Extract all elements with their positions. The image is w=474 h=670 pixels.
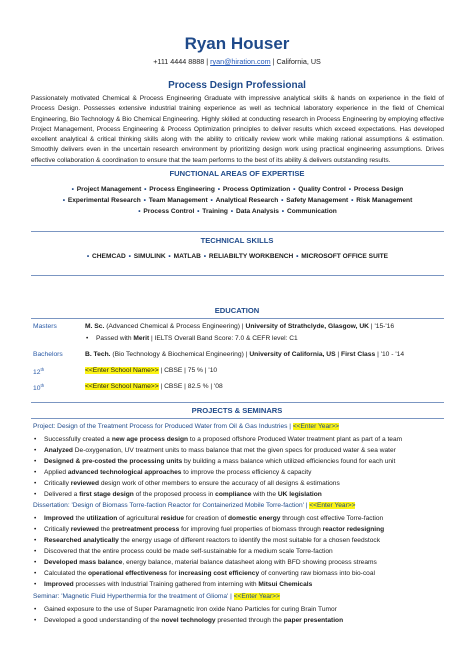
list-item: • Analyzed De-oxygenation, UV treatment units to mass balance that met the given specs for produced water & sea water	[33, 445, 444, 456]
list-item: • Applied advanced technological approaches to improve the process efficiency & capacity	[33, 467, 444, 478]
list-item: • Developed mass balance, energy balance, material balance datasheet along with BFD showing process streams	[33, 557, 444, 568]
resume-page: Ryan Houser +111 4444 8888 | ryan@hiration.com | California, US Process Design Professional Passionately motivated Chemical & Process Engineering Graduate with impressive analytical skills & hands on experience in the field of Process Design. Possesses extensive industrial training experience as well as technical laboratory experience in the field of Chemical Engineering, Bio Technology & Bio Chemical Engineering. Highly skilled at conducting research in Process Engineering by employing effective Project Management, Process Engineering & Process Optimization principles to deliver results which exceed expectations. Has developed excellent analytical & critical thinking skills along with the ability to critically review work while making rational assumptions & estimation. Smoothly delivers even in the uncertain research environment by prioritizing design work using practical engineering assumptions. Drives effective collaboration & coordination to ensure that the team performs to the best of its ability & delivers outstanding results. FUNCTIONAL AREAS OF EXPERTISE • Project Management • Process Engineering • Process Optimization • Quality Control • Process Design • Experimental Research • Team Management • Analytical Research • Safety Management • Risk Management • Process Control • Training • Data Analysis • Communication TECHNICAL SKILLS • CHEMCAD • SIMULINK • MATLAB • RELIABILTY WORKBENCH • MICROSOFT OFFICE SUITE EDUCATION Masters M. Sc. (Advanced Chemical & Process Engineering) | University of Strathclyde, Glasgow, UK | '15-'16 • Passed with Merit | IELTS Overall Band Score: 7.0 & CEFR level: C1 Bachelors B. Tech. (Bio Technology & Biochemical Engineering) | University of California, US | First Class | '10 - '14 12th <<Enter School Name>> | CBSE | 75 % | '10 10th <<Enter School Name>> | CBSE | 82.5 % | '08 PROJECTS & SEMINARS Project: Design of the Treatment Process for Produced Water from Oil & Gas Industries | <<Enter Year>> • Successfully created a new age process design to a proposed offshore Produced Water treatment plant as part of a team • Analyzed De-oxygenation, UV treatment units to mass balance that met the given specs for produced water & sea water • Designed & pre-costed the processing units by building a mass balance which utilized efficiencies found for each unit • Applied advanced technological approaches to improve the process efficiency & capacity • Critically reviewed design work of other members to ensure the accuracy of all designs & estimations • Delivered a first stage design of the proposed process in compliance with the UK legislation Dissertation: 'Design of Biomass Torre-faction Reactor for Containerized Mobile Torre-faction' | <<Enter Year>> • Improved the utilization of agricultural residue for creation of domestic energy through cost effective Torre-faction • Critically reviewed the pretreatment process for improving fuel properties of biomass through reactor redesigning • Researched analytically the energy usage of different reactors to identify the most suitable for a chosen feedstock • Discovered that the entire process could be made self-sustainable for a medium scale Torre-faction • Developed mass balance, energy balance, material balance datasheet along with BFD showing process streams • Calculated the operational effectiveness for increasing cost efficiency of converting raw biomass into bio-coal • Improved processes with Industrial Training gathered from interning with Mitsui Chemicals Seminar: 'Magnetic Fluid Hyperthermia for the treatment of Glioma' | <<Enter Year>> • Gained exposure to the use of Super Paramagnetic Iron oxide Nano Particles for curing Brain Tumor • Developed a good understanding of the novel technology presented through the paper presentation	[0, 0, 474, 670]
keyword: Safety Management	[286, 197, 349, 204]
bullet-separator: •	[215, 186, 222, 193]
bullet-separator: •	[346, 186, 353, 193]
keyword: Training	[202, 208, 228, 215]
skills-line	[0, 252, 474, 263]
email-link[interactable]: ryan@hiration.com	[210, 57, 271, 66]
keyword: Analytical Research	[215, 197, 279, 204]
list-item: • Gained exposure to the use of Super Paramagnetic Iron oxide Nano Particles for curing Brain Tumor	[33, 604, 444, 615]
school-placeholder: <<Enter School Name>>	[85, 383, 159, 390]
contact-line: +111 4444 8888 | ryan@hiration.com | California, US	[153, 57, 321, 66]
location: California, US	[276, 57, 321, 66]
bullet-separator: •	[195, 208, 202, 215]
school-placeholder: <<Enter School Name>>	[85, 367, 159, 374]
bullet-separator: •	[349, 197, 356, 204]
list-item: • Critically reviewed design work of other members to ensure the accuracy of all designs & estimations	[33, 478, 444, 489]
section-divider	[31, 275, 444, 276]
project-title: Seminar: 'Magnetic Fluid Hyperthermia for the treatment of Glioma' | <<Enter Year>>	[33, 593, 280, 600]
section-divider	[31, 231, 444, 232]
keyword: CHEMCAD	[92, 253, 126, 260]
section-divider	[31, 318, 444, 319]
project-bullets	[33, 434, 444, 500]
keyword: SIMULINK	[133, 253, 166, 260]
keyword: Quality Control	[298, 186, 346, 193]
education-heading: EDUCATION	[214, 306, 260, 315]
year-placeholder: <<Enter Year>>	[309, 502, 356, 509]
bullet-separator: •	[138, 208, 143, 215]
project-title: Project: Design of the Treatment Process for Produced Water from Oil & Gas Industries | <<Enter Year>>	[33, 423, 340, 430]
year-placeholder: <<Enter Year>>	[292, 423, 340, 430]
expertise-heading: FUNCTIONAL AREAS OF EXPERTISE	[169, 169, 305, 178]
bullet-separator: •	[86, 253, 92, 260]
projects-heading: PROJECTS & SEMINARS	[191, 406, 283, 415]
expertise-line	[0, 196, 474, 207]
keyword: Process Optimization	[222, 186, 291, 193]
list-item: • Improved processes with Industrial Training gathered from interning with Mitsui Chemicals	[33, 579, 444, 590]
keyword: Experimental Research	[67, 197, 141, 204]
list-item: • Successfully created a new age process design to a proposed offshore Produced Water treatment plant as part of a team	[33, 434, 444, 445]
expertise-line	[0, 207, 474, 218]
keyword: Process Engineering	[149, 186, 215, 193]
keyword: Communication	[286, 208, 337, 215]
keyword: Data Analysis	[235, 208, 279, 215]
list-item: • Critically reviewed the pretreatment process for improving fuel properties of biomass through reactor redesigning	[33, 524, 444, 535]
grade-label: 10th	[33, 383, 45, 393]
keyword: Process Design	[353, 186, 404, 193]
section-divider	[31, 402, 444, 403]
keyword: Risk Management	[356, 197, 413, 204]
list-item: • Improved the utilization of agricultural residue for creation of domestic energy through cost effective Torre-faction	[33, 513, 444, 524]
list-item: • Discovered that the entire process could be made self-sustainable for a medium scale Torre-faction	[33, 546, 444, 557]
list-item: • Calculated the operational effectiveness for increasing cost efficiency of converting raw biomass into bio-coal	[33, 568, 444, 579]
bullet-separator: •	[208, 197, 215, 204]
bullet-separator: •	[141, 197, 148, 204]
keyword: Process Control	[143, 208, 195, 215]
section-divider	[31, 418, 444, 419]
bullet-separator: •	[142, 186, 149, 193]
bullet-separator: •	[166, 253, 173, 260]
project-title: Dissertation: 'Design of Biomass Torre-faction Reactor for Containerized Mobile Torre-faction' | <<Enter Year>>	[33, 502, 356, 509]
bullet-separator: •	[126, 253, 133, 260]
profile-title: Process Design Professional	[168, 80, 306, 91]
keyword: MICROSOFT OFFICE SUITE	[301, 253, 389, 260]
project-bullets	[33, 513, 444, 590]
bullet-separator: •	[71, 186, 76, 193]
keyword: MATLAB	[173, 253, 201, 260]
candidate-name: Ryan Houser	[184, 34, 290, 53]
list-item: • Designed & pre-costed the processing units by building a mass balance which utilized efficiencies found for each unit	[33, 456, 444, 467]
bullet-separator: •	[279, 197, 286, 204]
phone-number: +111 4444 8888	[153, 57, 205, 66]
summary-paragraph: Passionately motivated Chemical & Process Engineering Graduate with impressive analytical skills & hands on experience in the field of Process Design. Possesses extensive industrial training experience as well as technical laboratory experience in the field of Chemical Engineering, Bio Technology & Bio Chemical Engineering. Highly skilled at conducting research in Process Engineering by employing effective Project Management, Process Engineering & Process Optimization principles to deliver results which exceed expectations. Has developed excellent analytical & critical thinking skills along with the ability to critically review work while making rational assumptions & estimation. Smoothly delivers even in the uncertain research environment by prioritizing design work using practical engineering assumptions. Drives effective collaboration & coordination to ensure that the team performs to the best of its ability & delivers outstanding results.	[31, 95, 444, 164]
expertise-line	[0, 185, 474, 196]
bullet-separator: •	[228, 208, 235, 215]
degree-level-label: Bachelors	[33, 351, 63, 358]
list-item: • Delivered a first stage design of the proposed process in compliance with the UK legislation	[33, 489, 444, 500]
list-item: • Developed a good understanding of the novel technology presented through the paper presentation	[33, 615, 444, 626]
bullet-separator: •	[291, 186, 298, 193]
keyword: Team Management	[148, 197, 208, 204]
project-bullets	[33, 604, 444, 626]
bullet-separator: •	[201, 253, 208, 260]
bullet-separator: •	[294, 253, 301, 260]
bullet-separator: •	[279, 208, 286, 215]
degree-level-label: Masters	[33, 323, 57, 330]
list-item: • Researched analytically the energy usage of different reactors to identify the most suitable for a chosen feedstock	[33, 535, 444, 546]
grade-label: 12th	[33, 367, 45, 377]
skills-heading: TECHNICAL SKILLS	[200, 236, 274, 245]
keyword: RELIABILTY WORKBENCH	[208, 253, 294, 260]
bullet-separator: •	[62, 197, 67, 204]
keyword: Project Management	[76, 186, 142, 193]
list-item: • Passed with Merit | IELTS Overall Band Score: 7.0 & CEFR level: C1	[85, 333, 445, 344]
section-divider	[31, 165, 444, 166]
year-placeholder: <<Enter Year>>	[233, 593, 280, 600]
masters-details	[85, 333, 445, 344]
